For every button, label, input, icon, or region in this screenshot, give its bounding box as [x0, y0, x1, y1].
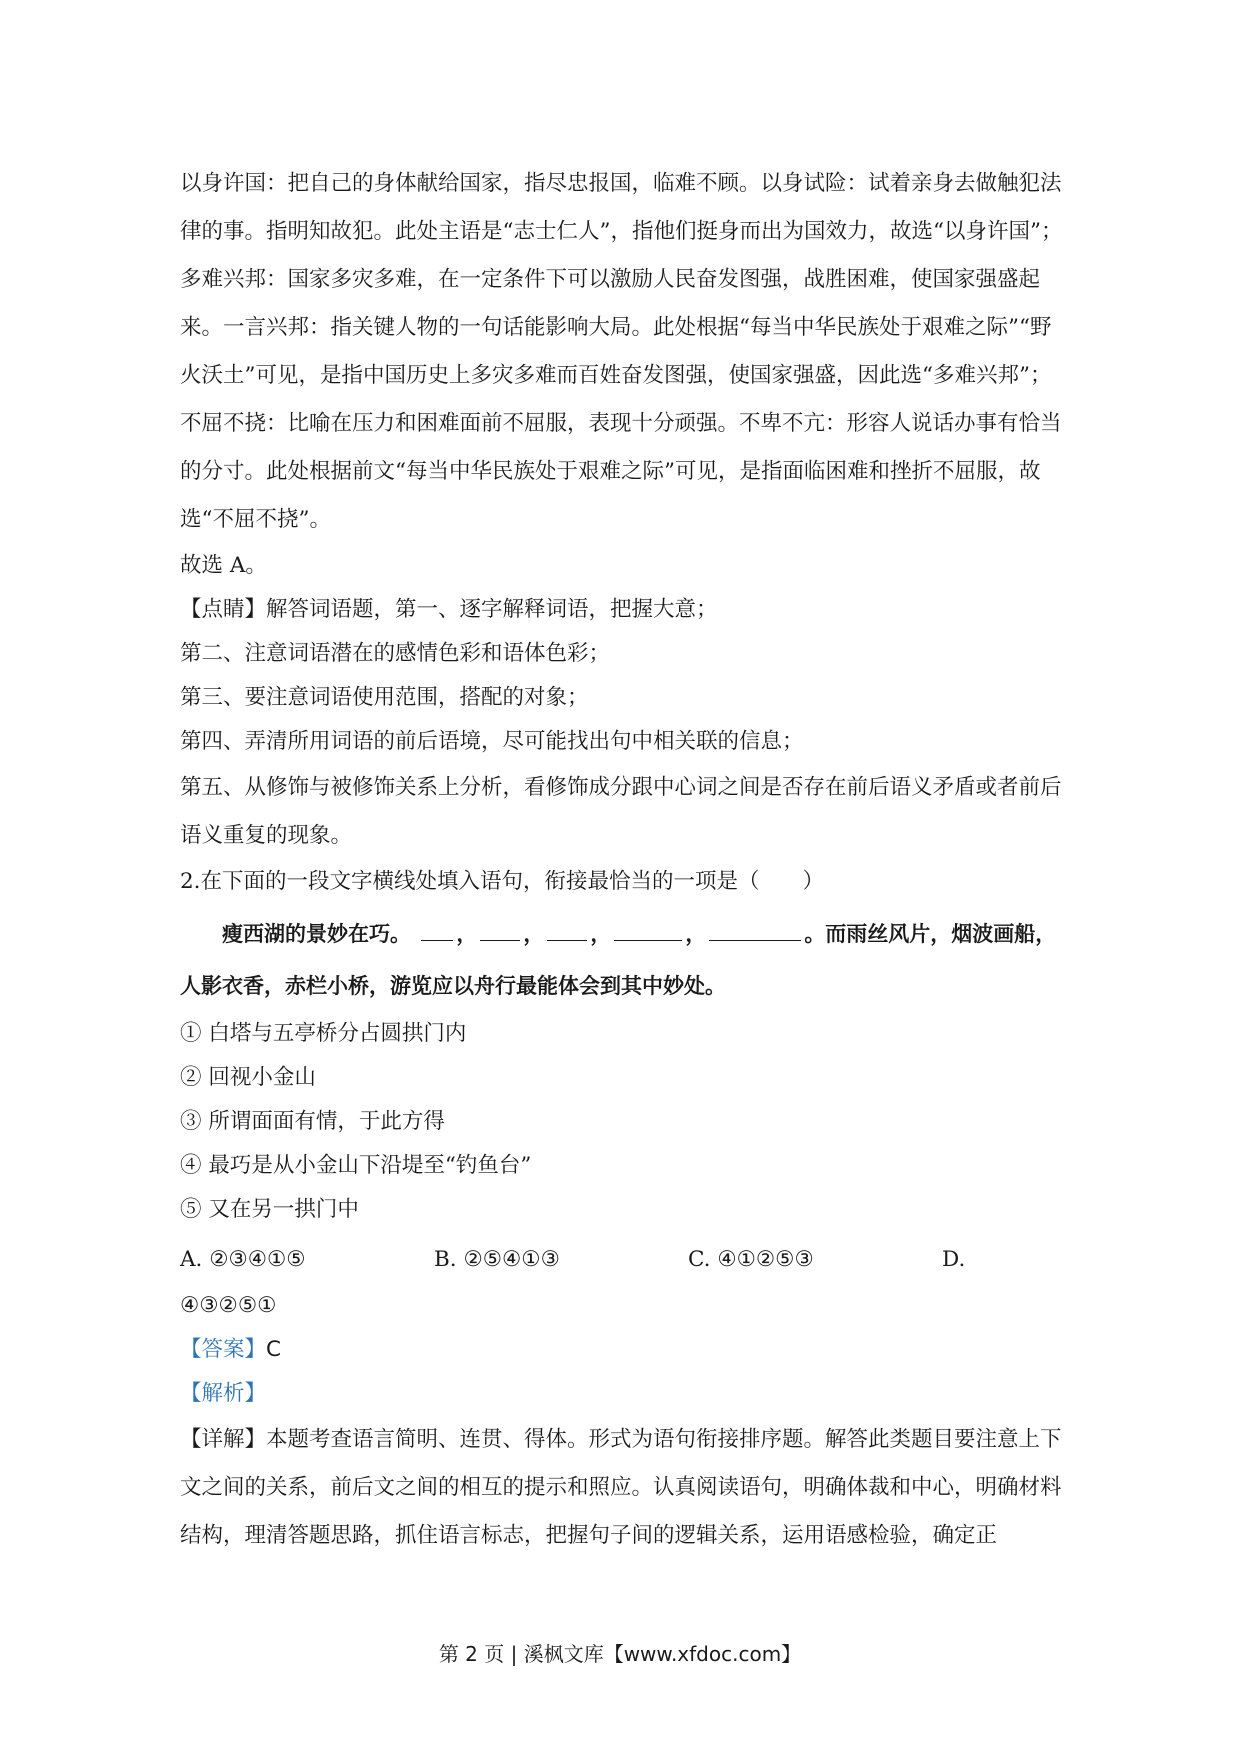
choice-a: A. ②③④①⑤ — [180, 1247, 306, 1272]
tip-line: 第三、要注意词语使用范围，搭配的对象； — [180, 685, 589, 710]
sentence-option: ① 白塔与五亭桥分占圆拱门内 — [180, 1021, 467, 1046]
fill-blank — [709, 920, 801, 941]
fill-blank — [614, 920, 682, 941]
question-passage — [180, 908, 1070, 1012]
answer-line — [180, 1328, 1070, 1372]
tip-line: 【点睛】解答词语题，第一、逐字解释词语，把握大意； — [180, 597, 718, 622]
sentence-option: ② 回视小金山 — [180, 1065, 316, 1090]
passage-separator: ， — [685, 922, 707, 946]
question-stem: 2.在下面的一段文字横线处填入语句，衔接最恰当的一项是（ ） — [180, 869, 825, 894]
passage-separator: ， — [590, 922, 612, 946]
answer-value: C — [266, 1337, 282, 1362]
explanation-paragraph-2: 多难兴邦：国家多灾多难，在一定条件下可以激励人民奋发图强，战胜困难，使国家强盛起来。一言兴邦：指关键人物的一句话能影响大局。此处根据“每当中华民族处于艰难之际”“野火沃土”可见，是指中国历史上多灾多难而百姓奋发图强，使国家强盛，因此选“多难兴邦”； — [180, 267, 1052, 388]
answer-label: 【答案】 — [180, 1337, 267, 1362]
explanation-paragraph-1: 以身许国：把自己的身体献给国家，指尽忠报国，临难不顾。以身试险：试着亲身去做触犯法律的事。指明知故犯。此处主语是“志士仁人”，指他们挺身而出为国效力，故选“以身许国”； — [180, 171, 1063, 244]
sentence-option: ⑤ 又在另一拱门中 — [180, 1197, 359, 1222]
page-content — [180, 160, 1070, 1560]
answer-choices — [180, 1236, 1070, 1284]
tip-line: 第四、弄清所用词语的前后语境，尽可能找出句中相关联的信息； — [180, 729, 804, 754]
fill-blank — [480, 920, 520, 941]
tip-line: 第五、从修饰与被修饰关系上分析，看修饰成分跟中心词之间是否存在前后语义矛盾或者前后语义重复的现象。 — [180, 775, 1062, 848]
sentence-option: ③ 所谓面面有情，于此方得 — [180, 1109, 445, 1134]
choice-d: D. — [942, 1247, 966, 1272]
choice-d-value: ④③②⑤① — [180, 1293, 277, 1318]
explanation-paragraph-3: 不屈不挠：比喻在压力和困难面前不屈服，表现十分顽强。不卑不亢：形容人说话办事有恰当的分寸。此处根据前文“每当中华民族处于艰难之际”可见，是指面临困难和挫折不屈服，故选“不屈不挠”。 — [180, 411, 1062, 532]
conclusion-text: 故选 A。 — [180, 553, 267, 578]
sentence-option: ④ 最巧是从小金山下沿堤至“钓鱼台” — [180, 1153, 532, 1178]
choice-c: C. ④①②⑤③ — [688, 1247, 814, 1272]
passage-separator: ， — [456, 922, 478, 946]
detail-paragraph: 【详解】本题考查语言简明、连贯、得体。形式为语句衔接排序题。解答此类题目要注意上下文之间的关系，前后文之间的相互的提示和照应。认真阅读语句，明确体裁和中心，明确材料结构，理清答题思路，抓住语言标志，把握句子间的逻辑关系，运用语感检验，确定正 — [180, 1427, 1062, 1548]
tip-line: 第二、注意词语潜在的感情色彩和语体色彩； — [180, 641, 611, 666]
fill-blank — [421, 920, 453, 941]
page-footer: 第 2 页 | 溪枫文库【www.xfdoc.com】 — [438, 1642, 802, 1666]
passage-separator: ， — [523, 922, 545, 946]
analysis-label: 【解析】 — [180, 1381, 267, 1406]
fill-blank — [547, 920, 587, 941]
passage-start: 瘦西湖的景妙在巧。 — [222, 922, 411, 946]
choice-b: B. ②⑤④①③ — [434, 1247, 560, 1272]
passage-end: 。而雨丝风片，烟波画船，人影衣香，赤栏小桥，游览应以舟行最能体会到其中妙处。 — [180, 922, 1057, 998]
